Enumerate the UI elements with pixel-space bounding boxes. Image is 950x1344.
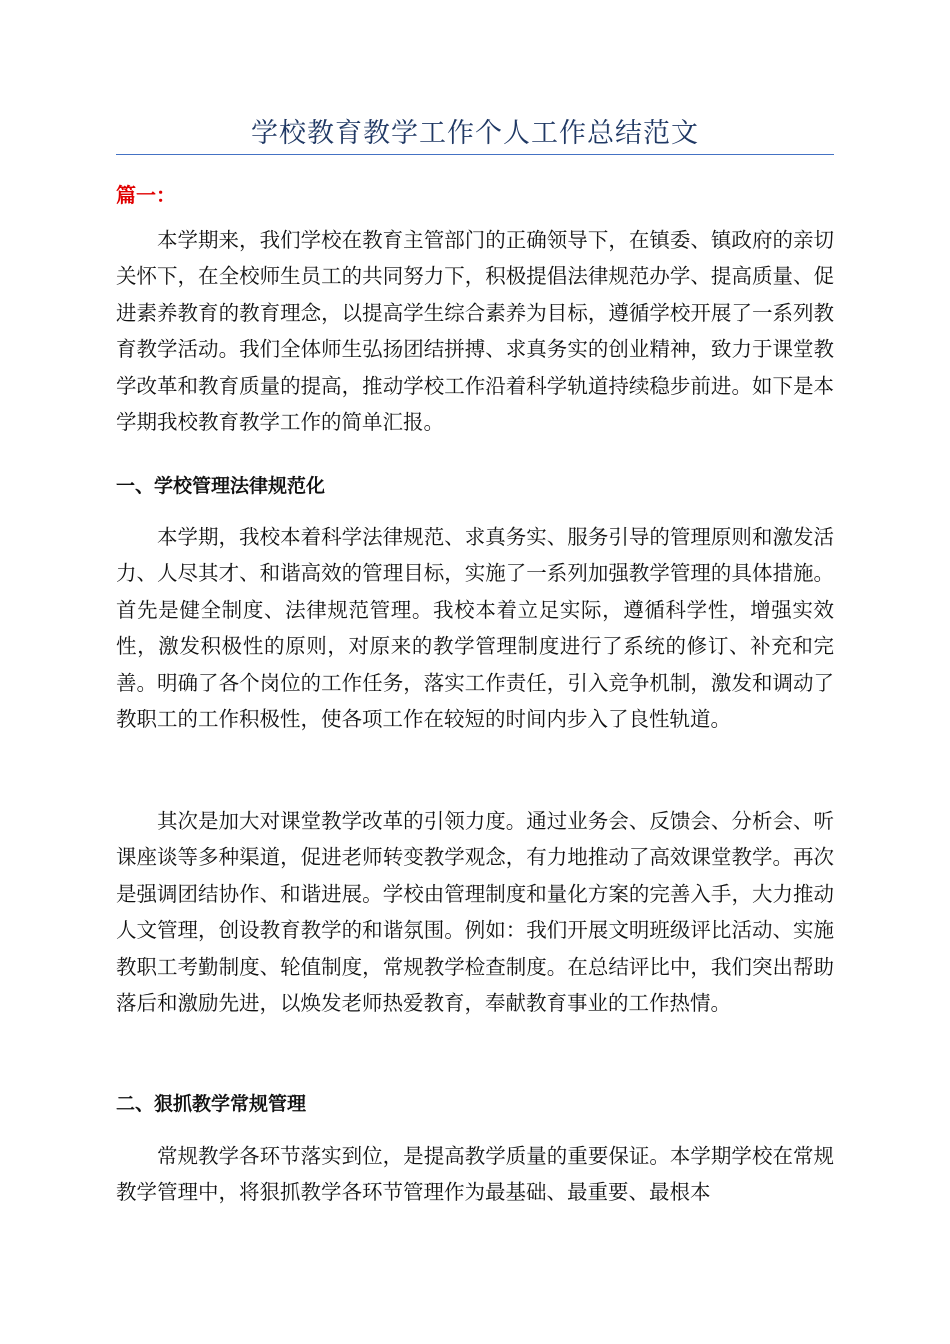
intro-paragraph: 本学期来，我们学校在教育主管部门的正确领导下，在镇委、镇政府的亲切关怀下，在全校师生员工的共同努力下，积极提倡法律规范办学、提高质量、促进素养教育的教育理念，以提高学生综合素养为目标，遵循学校开展了一系列教育教学活动。我们全体师生弘扬团结拼搏、求真务实的创业精神，致力于课堂教学改革和教育质量的提高，推动学校工作沿着科学轨道持续稳步前进。如下是本学期我校教育教学工作的简单汇报。 — [116, 228, 834, 435]
title-underline — [116, 154, 834, 155]
section-heading-1: 一、学校管理法律规范化 — [116, 475, 326, 497]
section-heading-2: 二、狠抓教学常规管理 — [116, 1093, 307, 1115]
section-1-paragraph-1: 本学期，我校本着科学法律规范、求真务实、服务引导的管理原则和激发活力、人尽其才、和谐高效的管理目标，实施了一系列加强教学管理的具体措施。首先是健全制度、法律规范管理。我校本着立足实际，遵循科学性，增强实效性，激发积极性的原则，对原来的教学管理制度进行了系统的修订、补充和完善。明确了各个岗位的工作任务，落实工作责任，引入竞争机制，激发和调动了教职工的工作积极性，使各项工作在较短的时间内步入了良性轨道。 — [116, 525, 834, 732]
section-2-paragraph-1: 常规教学各环节落实到位，是提高教学质量的重要保证。本学期学校在常规教学管理中，将狠抓教学各环节管理作为最基础、最重要、最根本 — [116, 1144, 834, 1205]
section-1-paragraph-2: 其次是加大对课堂教学改革的引领力度。通过业务会、反馈会、分析会、听课座谈等多种渠道，促进老师转变教学观念，有力地推动了高效课堂教学。再次是强调团结协作、和谐进展。学校由管理制度和量化方案的完善入手，大力推动人文管理，创设教育教学的和谐氛围。例如：我们开展文明班级评比活动、实施教职工考勤制度、轮值制度，常规教学检查制度。在总结评比中，我们突出帮助落后和激励先进，以焕发老师热爱教育，奉献教育事业的工作热情。 — [116, 809, 834, 1016]
document-title: 学校教育教学工作个人工作总结范文 — [251, 118, 699, 149]
part-label: 篇一： — [116, 183, 176, 207]
